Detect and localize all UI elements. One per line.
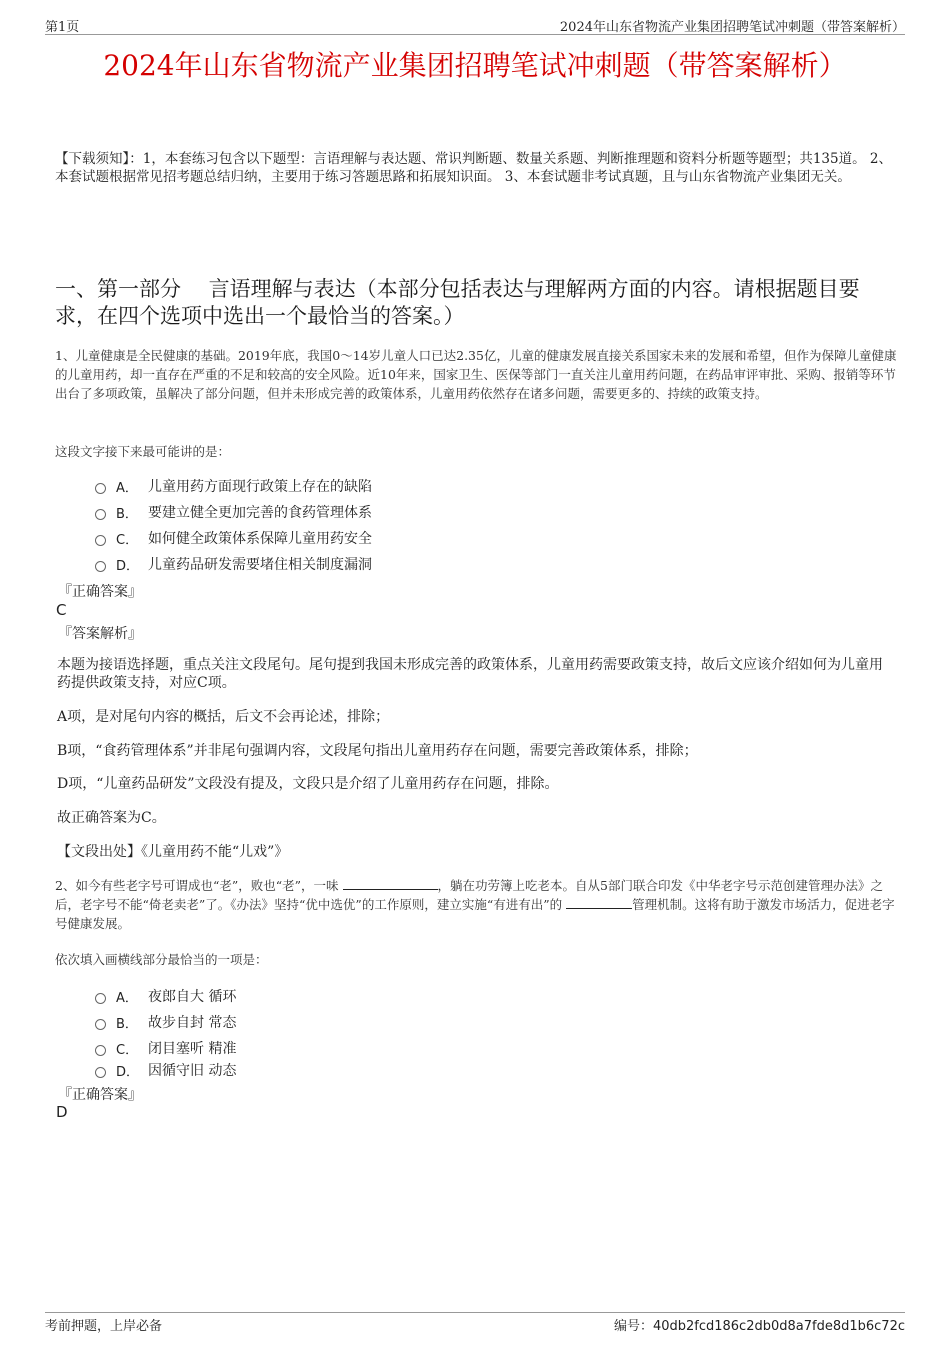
analysis-conclusion: 故正确答案为C。: [57, 810, 166, 826]
page-header: [45, 14, 905, 35]
radio-icon[interactable]: [95, 1019, 106, 1030]
analysis-paragraph: 本题为接语选择题，重点关注文段尾句。尾句提到我国未形成完善的政策体系，儿童用药需要政策支持，故后文应该介绍如何为儿童用药提供政策支持，对应C项。: [57, 657, 883, 691]
question-2-option-a[interactable]: A． 夜郎自大 循环: [95, 983, 236, 1009]
question-2-option-c[interactable]: C． 闭目塞听 精准: [95, 1035, 236, 1061]
radio-icon[interactable]: [95, 1045, 106, 1056]
question-1-option-c[interactable]: C． 如何健全政策体系保障儿童用药安全: [95, 525, 372, 551]
question-2-options: [95, 983, 236, 1079]
question-2-answer: D: [56, 1103, 68, 1121]
question-2-stem: 2、如今有些老字号可谓成也“老”，败也“老”，一味 ，躺在功劳簿上吃老本。自从5部门联合印发《中华老字号示范创建管理办法》之后，老字号不能“倚老卖老”了。《办法》坚持“优中选优”的工作原则，建立实施“有进有出”的 管理机制。这将有助于激发市场活力，促进老字号健康发展。: [55, 878, 895, 931]
question-1-prompt: 这段文字接下来最可能讲的是：: [55, 444, 231, 459]
radio-icon[interactable]: [95, 509, 106, 520]
radio-icon[interactable]: [95, 483, 106, 494]
footer-slogan: 考前押题，上岸必备: [45, 1319, 163, 1334]
question-1-stem: 1、儿童健康是全民健康的基础。2019年底，我国0～14岁儿童人口已达2.35亿，儿童的健康发展直接关系国家未来的发展和希望，但作为保障儿童健康的儿童用药，却一直存在严重的不足和较高的安全风险。近10年来，国家卫生、医保等部门一直关注儿童用药问题，在药品审评审批、采购、报销等环节出台了多项政策，虽解决了部分问题，但并未形成完善的政策体系，儿童用药依然存在诸多问题，需要更多的、持续的政策支持。: [55, 348, 897, 401]
question-2-prompt: 依次填入画横线部分最恰当的一项是：: [55, 952, 268, 967]
analysis-paragraph: D项，“儿童药品研发”文段没有提及，文段只是介绍了儿童用药存在问题，排除。: [57, 776, 559, 792]
download-notice: 【下载须知】：1，本套练习包含以下题型：言语理解与表达题、常识判断题、数量关系题、判断推理题和资料分析题等题型；共135道。 2、本套试题根据常见招考题总结归纳，主要用于练习答题思路和拓展知识面。 3、本套试题非考试真题，且与山东省物流产业集团无关。: [55, 151, 892, 185]
question-2-answer-label: 『正确答案』: [58, 1087, 142, 1103]
question-2-option-b[interactable]: B． 故步自封 常态: [95, 1009, 236, 1035]
analysis-source: 【文段出处】《儿童用药不能“儿戏”》: [57, 844, 289, 860]
fill-blank-1[interactable]: [343, 877, 438, 890]
page-footer: [45, 1312, 905, 1334]
question-1-option-a[interactable]: A． 儿童用药方面现行政策上存在的缺陷: [95, 473, 372, 499]
radio-icon[interactable]: [95, 1067, 106, 1078]
analysis-paragraph: A项，是对尾句内容的概括，后文不会再论述，排除；: [57, 709, 390, 725]
radio-icon[interactable]: [95, 535, 106, 546]
header-doc-title: 2024年山东省物流产业集团招聘笔试冲刺题（带答案解析）: [559, 20, 905, 35]
question-2-option-d[interactable]: D． 因循守旧 动态: [95, 1061, 236, 1079]
fill-blank-2[interactable]: [566, 896, 632, 909]
page-number: 第1页: [45, 20, 80, 35]
question-1-answer-label: 『正确答案』: [58, 584, 142, 600]
footer-code: 编号：40db2fcd186c2db0d8a7fde8d1b6c72c: [613, 1319, 905, 1334]
question-1-option-b[interactable]: B． 要建立健全更加完善的食药管理体系: [95, 499, 372, 525]
question-1-analysis-label: 『答案解析』: [58, 626, 142, 642]
question-1-option-d[interactable]: D． 儿童药品研发需要堵住相关制度漏洞: [95, 551, 372, 577]
question-1-options: [95, 473, 372, 577]
radio-icon[interactable]: [95, 993, 106, 1004]
question-1-answer: C: [56, 601, 67, 619]
analysis-paragraph: B项，“食药管理体系”并非尾句强调内容，文段尾句指出儿童用药存在问题，需要完善政策体系，排除；: [57, 743, 698, 759]
section-heading: 一、第一部分 言语理解与表达（本部分包括表达与理解两方面的内容。请根据题目要求，在四个选项中选出一个最恰当的答案。）: [55, 277, 860, 328]
document-title: 2024年山东省物流产业集团招聘笔试冲刺题（带答案解析）: [103, 49, 847, 82]
radio-icon[interactable]: [95, 561, 106, 572]
